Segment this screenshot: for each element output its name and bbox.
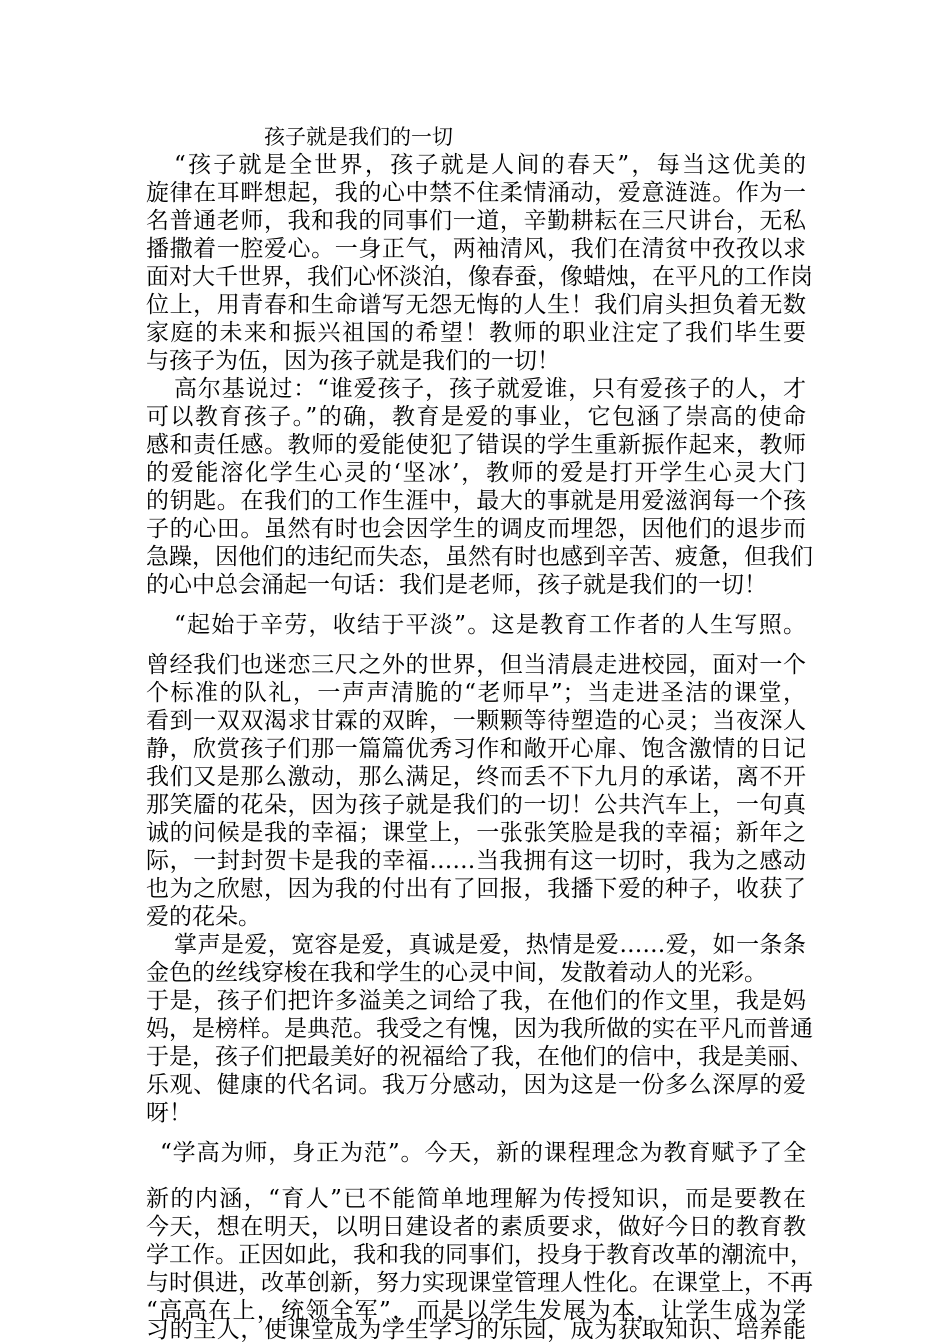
text-line: 的心中总会涌起一句话：我们是老师，孩子就是我们的一切！ bbox=[146, 572, 767, 598]
text-line: 于是，孩子们把最美好的祝福给了我，在他们的信中，我是美丽、 bbox=[146, 1044, 813, 1070]
text-line: 习的主人，使课堂成为学生学习的乐园，成为获取知识、培养能 bbox=[146, 1317, 806, 1343]
text-line: 乐观、健康的代名词。我万分感动，因为这是一份多么深厚的爱 bbox=[146, 1072, 806, 1098]
text-line: 今天，想在明天，以明日建设者的素质要求，做好今日的教育教 bbox=[146, 1214, 806, 1240]
text-line: 于是，孩子们把许多溢美之词给了我，在他们的作文里，我是妈 bbox=[146, 988, 806, 1014]
text-line: 的爱能溶化学生心灵的‘坚冰’，教师的爱是打开学生心灵大门 bbox=[146, 460, 806, 486]
text-line: 曾经我们也迷恋三尺之外的世界，但当清晨走进校园，面对一个 bbox=[146, 652, 806, 678]
text-line: 爱的花朵。 bbox=[146, 904, 261, 930]
text-line: 高尔基说过：“谁爱孩子，孩子就爱谁，只有爱孩子的人，才 bbox=[174, 376, 806, 402]
text-line: 名普通老师，我和我的同事们一道，辛勤耕耘在三尺讲台，无私 bbox=[146, 208, 806, 234]
text-line: 感和责任感。教师的爱能使犯了错误的学生重新振作起来，教师 bbox=[146, 432, 806, 458]
text-line: 旋律在耳畔想起，我的心中禁不住柔情涌动，爱意涟涟。作为一 bbox=[146, 180, 806, 206]
text-line: 的钥匙。在我们的工作生涯中，最大的事就是用爱滋润每一个孩 bbox=[146, 488, 806, 514]
text-line: 静，欣赏孩子们那一篇篇优秀习作和敞开心扉、饱含激情的日记 bbox=[146, 736, 806, 762]
text-line: 个标准的队礼，一声声清脆的“老师早”；当走进圣洁的课堂， bbox=[146, 680, 806, 706]
text-line: “学高为师，身正为范”。今天，新的课程理念为教育赋予了全 bbox=[160, 1140, 806, 1166]
text-line: 也为之欣慰，因为我的付出有了回报，我播下爱的种子，收获了 bbox=[146, 876, 806, 902]
text-line: 子的心田。虽然有时也会因学生的调皮而埋怨，因他们的退步而 bbox=[146, 516, 806, 542]
text-line: “孩子就是全世界，孩子就是人间的春天”，每当这优美的 bbox=[174, 152, 806, 178]
text-line: 可以教育孩子。”的确，教育是爱的事业，它包涵了崇高的使命 bbox=[146, 404, 806, 430]
text-line: 呀！ bbox=[146, 1100, 192, 1126]
text-line: 与孩子为伍，因为孩子就是我们的一切！ bbox=[146, 348, 560, 374]
text-line: 急躁，因他们的违纪而失态，虽然有时也感到辛苦、疲惫，但我们 bbox=[146, 544, 813, 570]
text-line: 诚的问候是我的幸福；课堂上，一张张笑脸是我的幸福；新年之 bbox=[146, 820, 806, 846]
text-line: 家庭的未来和振兴祖国的希望！教师的职业注定了我们毕生要 bbox=[146, 320, 806, 346]
text-line: 面对大千世界，我们心怀淡泊，像春蚕，像蜡烛，在平凡的工作岗 bbox=[146, 264, 813, 290]
text-line: 位上，用青春和生命谱写无怨无悔的人生！我们肩头担负着无数 bbox=[146, 292, 806, 318]
text-line: 金色的丝线穿梭在我和学生的心灵中间，发散着动人的光彩。 bbox=[146, 960, 767, 986]
text-line: “起始于辛劳，收结于平淡”。这是教育工作者的人生写照。 bbox=[174, 612, 806, 638]
page-tail bbox=[146, 1316, 806, 1344]
text-line: 学工作。正因如此，我和我的同事们，投身于教育改革的潮流中， bbox=[146, 1242, 813, 1268]
text-line: 掌声是爱，宽容是爱，真诚是爱，热情是爱……爱，如一条条 bbox=[174, 932, 806, 958]
text-line: 看到一双双渴求甘霖的双眸，一颗颗等待塑造的心灵；当夜深人 bbox=[146, 708, 806, 734]
text-line: 新的内涵，“育人”已不能简单地理解为传授知识，而是要教在 bbox=[146, 1186, 806, 1212]
text-line: “高高在上，统领全军”，而是以学生发展为本，让学生成为学 bbox=[146, 1298, 806, 1324]
text-line: 妈，是榜样。是典范。我受之有愧，因为我所做的实在平凡而普通 bbox=[146, 1016, 813, 1042]
text-line: 我们又是那么激动，那么满足，终而丢不下九月的承诺，离不开 bbox=[146, 764, 806, 790]
text-line: 播撒着一腔爱心。一身正气，两袖清风，我们在清贫中孜孜以求 bbox=[146, 236, 806, 262]
text-line: 与时俱进，改革创新，努力实现课堂管理人性化。在课堂上，不再 bbox=[146, 1270, 813, 1296]
document-title: 孩子就是我们的一切 bbox=[264, 125, 453, 149]
text-line: 那笑靥的花朵，因为孩子就是我们的一切！公共汽车上，一句真 bbox=[146, 792, 806, 818]
text-line: 际，一封封贺卡是我的幸福……当我拥有这一切时，我为之感动 bbox=[146, 848, 806, 874]
